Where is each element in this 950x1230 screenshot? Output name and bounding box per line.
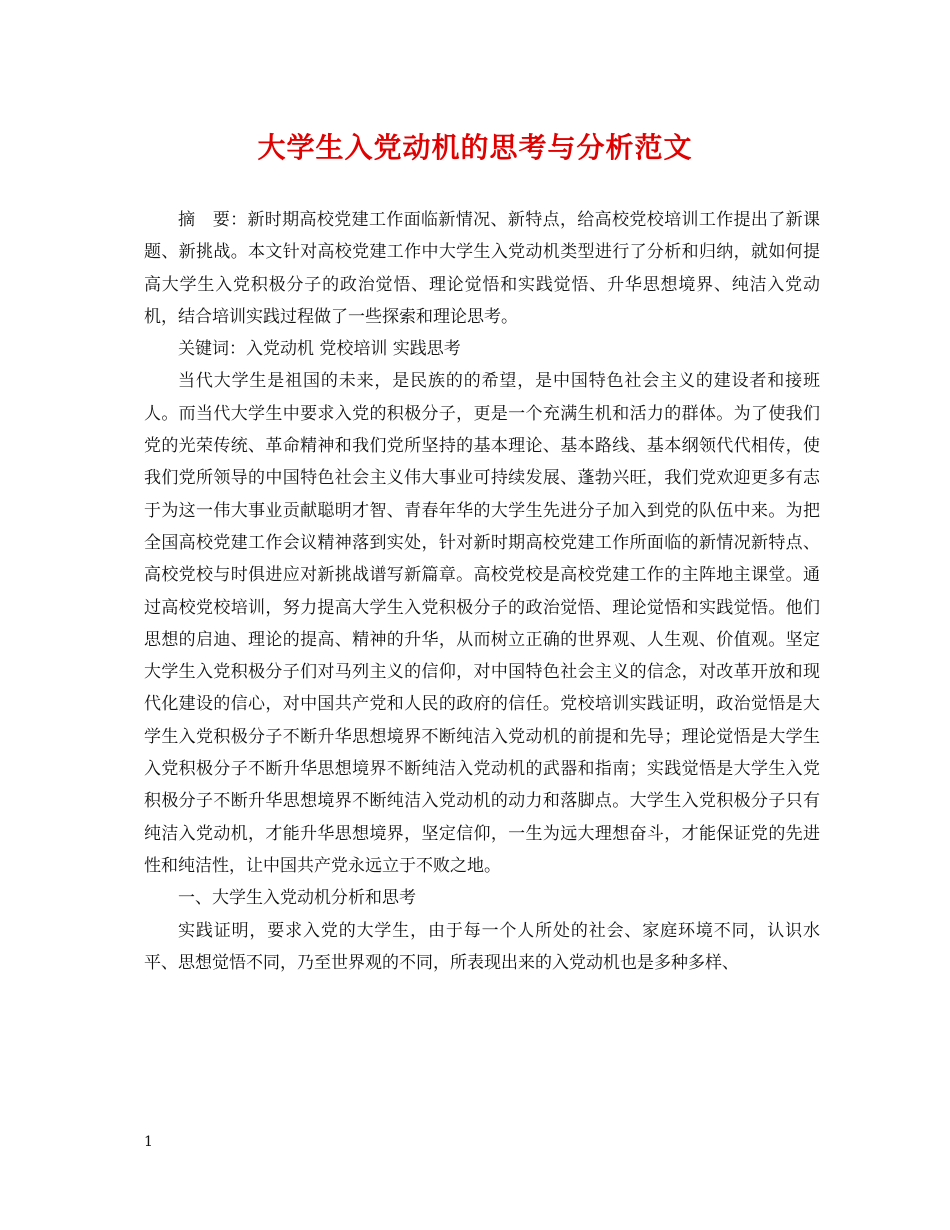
document-title: 大学生入党动机的思考与分析范文 bbox=[257, 131, 693, 164]
body-paragraph: 当代大学生是祖国的未来，是民族的的希望，是中国特色社会主义的建设者和接班人。而当代大学生中要求入党的积极分子，更是一个充满生机和活力的群体。为了使我们党的光荣传统、革命精神和我们党所坚持的基本理论、基本路线、基本纲领代代相传，使我们党所领导的中国特色社会主义伟大事业可持续发展、蓬勃兴旺，我们党欢迎更多有志于为这一伟大事业贡献聪明才智、青春年华的大学生先进分子加入到党的队伍中来。为把全国高校党建工作会议精神落到实处，针对新时期高校党建工作所面临的新情况新特点、高校党校与时俱进应对新挑战谱写新篇章。高校党校是高校党建工作的主阵地主课堂。通过高校党校培训，努力提高大学生入党积极分子的政治觉悟、理论觉悟和实践觉悟。他们思想的启迪、理论的提高、精神的升华，从而树立正确的世界观、人生观、价值观。坚定大学生入党积极分子们对马列主义的信仰，对中国特色社会主义的信念，对改革开放和现代化建设的信心，对中国共产党和人民的政府的信任。党校培训实践证明，政治觉悟是大学生入党积极分子不断升华思想境界不断纯洁入党动机的前提和先导；理论觉悟是大学生入党积极分子不断升华思想境界不断纯洁入党动机的武器和指南；实践觉悟是大学生入党积极分子不断升华思想境界不断纯洁入党动机的动力和落脚点。大学生入党积极分子只有纯洁入党动机，才能升华思想境界，坚定信仰，一生为远大理想奋斗，才能保证党的先进性和纯洁性，让中国共产党永远立于不败之地。 bbox=[144, 371, 820, 876]
body-paragraph: 实践证明，要求入党的大学生，由于每一个人所处的社会、家庭环境不同，认识水平、思想觉悟不同，乃至世界观的不同，所表现出来的入党动机也是多种多样、 bbox=[144, 920, 820, 973]
section-heading: 一、大学生入党动机分析和思考 bbox=[178, 888, 416, 909]
abstract-paragraph: 摘 要：新时期高校党建工作面临新情况、新特点，给高校党校培训工作提出了新课题、新挑战。本文针对高校党建工作中大学生入党动机类型进行了分析和归纳，就如何提高大学生入党积极分子的政治觉悟、理论觉悟和实践觉悟、升华思想境界、纯洁入党动机，结合培训实践过程做了一些探索和理论思考。 bbox=[144, 210, 820, 327]
page-number: 1 bbox=[144, 1134, 153, 1150]
document-body bbox=[144, 204, 820, 979]
keywords-line: 关键词：入党动机 党校培训 实践思考 bbox=[178, 339, 461, 360]
